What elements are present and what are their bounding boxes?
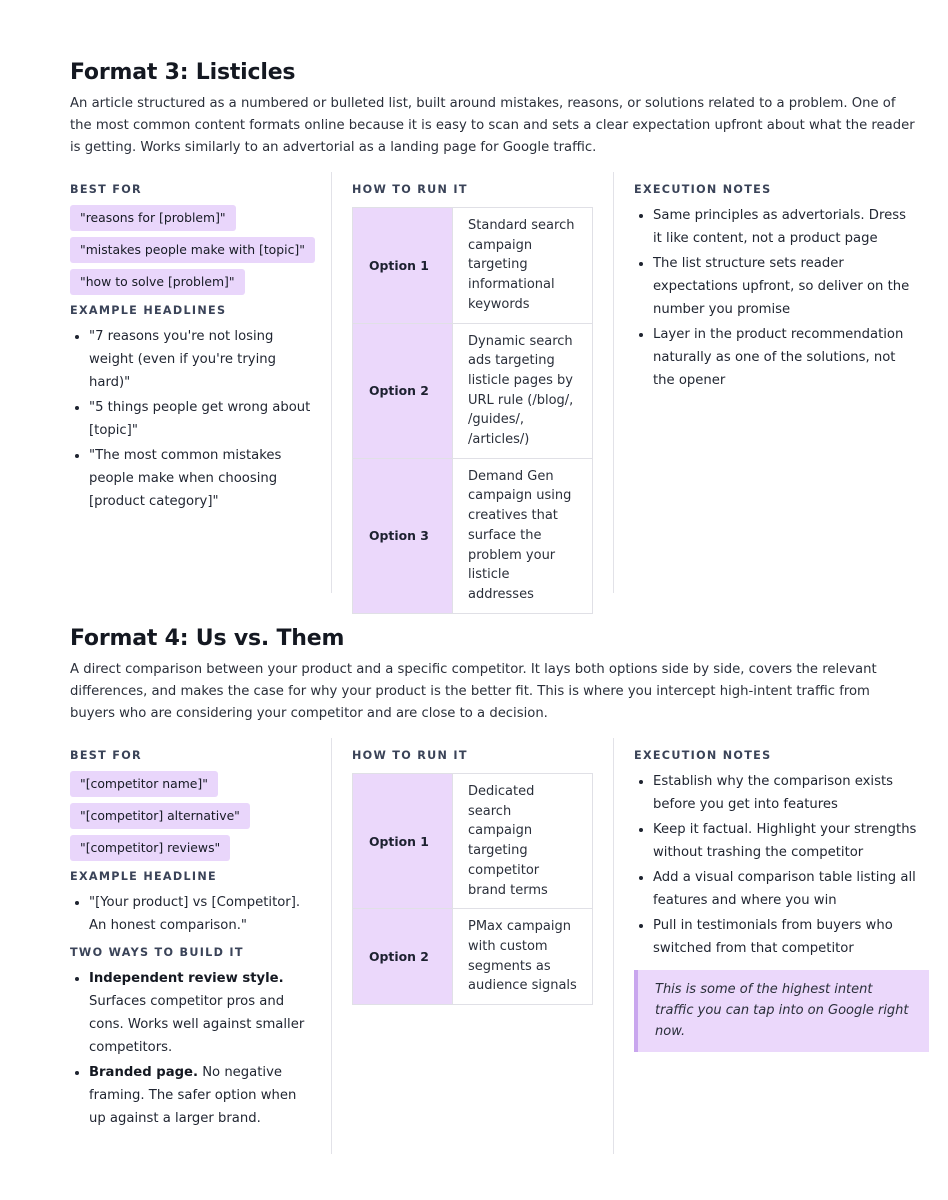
- build-option-text: Surfaces competitor pros and cons. Works well against smaller competitors.: [89, 994, 305, 1055]
- section-intro: An article structured as a numbered or bulleted list, built around mistakes, reasons, or solutions related to a problem. One of the most common content formats online because it is easy to scan and sets a clear expectation upfront about what the reader is getting. Works similarly to an advertorial as a landing page for Google traffic.: [70, 96, 915, 155]
- options-table: [352, 773, 593, 1005]
- best-for-column: [70, 182, 315, 515]
- option-name: Option 1: [353, 208, 453, 324]
- section-title: Format 4: Us vs. Them: [70, 626, 345, 651]
- callout-note: This is some of the highest intent traffic you can tap into on Google right now.: [634, 970, 929, 1052]
- example-headline-label: EXAMPLE HEADLINE: [70, 870, 217, 883]
- keyword-chip: "[competitor name]": [70, 771, 218, 797]
- table-row: [353, 774, 593, 909]
- execution-notes-list: [634, 770, 918, 960]
- keyword-chip: "[competitor] reviews": [70, 835, 230, 861]
- build-option-text: No negative framing. The safer option when up against a larger brand.: [89, 1065, 297, 1126]
- how-to-run-column: [352, 182, 597, 614]
- keyword-chips: [70, 771, 315, 861]
- option-description: Standard search campaign targeting informational keywords: [453, 208, 593, 324]
- list-item: [89, 967, 315, 1059]
- option-name: Option 1: [353, 774, 453, 909]
- list-item: • Pull in testimonials from buyers who switched from that competitor: [653, 914, 918, 960]
- list-item: • "7 reasons you're not losing weight (even if you're trying hard)": [89, 325, 315, 394]
- option-description: Dynamic search ads targeting listicle pages by URL rule (/blog/, /guides/, /articles/): [453, 323, 593, 458]
- table-row: [353, 208, 593, 324]
- section-title: Format 3: Listicles: [70, 60, 296, 85]
- execution-notes-list: [634, 204, 918, 392]
- column-divider: [331, 172, 332, 593]
- execution-notes-column: [634, 182, 918, 394]
- how-to-run-column: [352, 748, 597, 1005]
- section-intro: A direct comparison between your product and a specific competitor. It lays both options side by side, covers the relevant differences, and makes the case for why your product is the better fit. This is where you intercept high-intent traffic from buyers who are considering your competitor and are close to a decision.: [70, 662, 877, 721]
- option-name: Option 3: [353, 458, 453, 613]
- list-item: • The list structure sets reader expectations upfront, so deliver on the number you promise: [653, 252, 918, 321]
- keyword-chip: "reasons for [problem]": [70, 205, 236, 231]
- table-row: [353, 909, 593, 1005]
- table-row: [353, 458, 593, 613]
- keyword-chip: "how to solve [problem]": [70, 269, 245, 295]
- column-divider: [613, 738, 614, 1154]
- table-row: [353, 323, 593, 458]
- keyword-chip: "mistakes people make with [topic]": [70, 237, 315, 263]
- best-for-label: BEST FOR: [70, 749, 142, 762]
- column-divider: [331, 738, 332, 1154]
- list-item: [89, 1061, 315, 1130]
- list-item: • "[Your product] vs [Competitor]. An honest comparison.": [89, 891, 315, 937]
- list-item: • Add a visual comparison table listing all features and where you win: [653, 866, 918, 912]
- option-name: Option 2: [353, 323, 453, 458]
- three-column-layout: [70, 748, 920, 1168]
- list-item: • Layer in the product recommendation naturally as one of the solutions, not the opener: [653, 323, 918, 392]
- execution-notes-column: [634, 748, 918, 1052]
- best-for-column: [70, 748, 315, 1132]
- option-description: Demand Gen campaign using creatives that surface the problem your listicle addresses: [453, 458, 593, 613]
- best-for-label: BEST FOR: [70, 183, 142, 196]
- option-description: Dedicated search campaign targeting competitor brand terms: [453, 774, 593, 909]
- option-name: Option 2: [353, 909, 453, 1005]
- build-option-title: Independent review style.: [89, 971, 284, 986]
- how-to-run-label: HOW TO RUN IT: [352, 183, 468, 196]
- two-ways-label: TWO WAYS TO BUILD IT: [70, 946, 244, 959]
- list-item: • "The most common mistakes people make when choosing [product category]": [89, 444, 315, 513]
- build-option-title: Branded page.: [89, 1065, 198, 1080]
- execution-notes-label: EXECUTION NOTES: [634, 749, 772, 762]
- list-item: • Establish why the comparison exists before you get into features: [653, 770, 918, 816]
- example-headlines-label: EXAMPLE HEADLINES: [70, 304, 227, 317]
- three-column-layout: [70, 182, 920, 602]
- format-3-section: [70, 58, 920, 602]
- execution-notes-label: EXECUTION NOTES: [634, 183, 772, 196]
- example-headlines-list: [70, 891, 315, 937]
- options-table: [352, 207, 593, 614]
- how-to-run-label: HOW TO RUN IT: [352, 749, 468, 762]
- keyword-chips: [70, 205, 315, 295]
- list-item: • Keep it factual. Highlight your strengths without trashing the competitor: [653, 818, 918, 864]
- option-description: PMax campaign with custom segments as audience signals: [453, 909, 593, 1005]
- list-item: • Same principles as advertorials. Dress it like content, not a product page: [653, 204, 918, 250]
- list-item: • "5 things people get wrong about [topic]": [89, 396, 315, 442]
- format-4-section: [70, 624, 920, 1168]
- column-divider: [613, 172, 614, 593]
- example-headlines-list: [70, 325, 315, 513]
- build-options-list: [70, 967, 315, 1130]
- keyword-chip: "[competitor] alternative": [70, 803, 250, 829]
